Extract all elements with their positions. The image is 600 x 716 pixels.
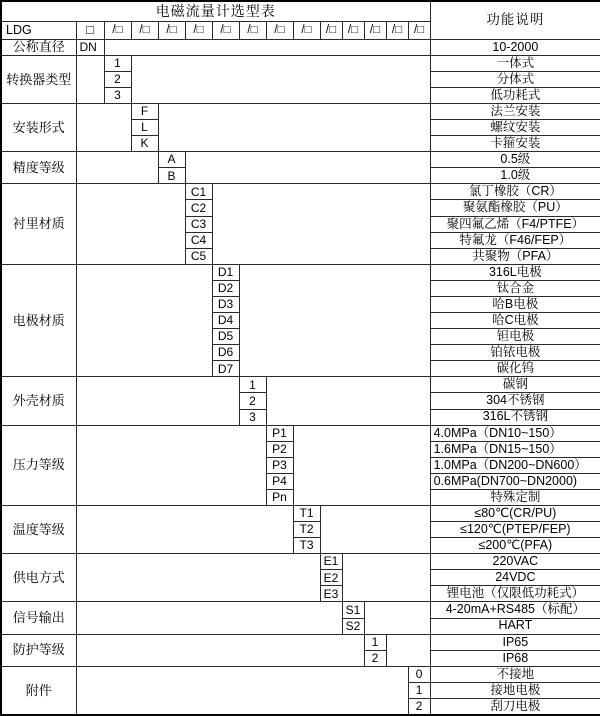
table-row bbox=[1, 602, 600, 618]
desc-cell: 316L不锈钢 bbox=[430, 409, 600, 425]
code-cell: D3 bbox=[212, 296, 239, 312]
desc-cell: 4.0MPa（DN10~150） bbox=[430, 425, 600, 441]
empty-space bbox=[76, 554, 320, 602]
empty-space bbox=[239, 264, 430, 377]
desc-cell: 铂铱电极 bbox=[430, 345, 600, 361]
code-cell: C4 bbox=[185, 232, 212, 248]
table-row bbox=[1, 666, 600, 682]
table-row bbox=[1, 554, 600, 570]
empty-space bbox=[76, 152, 158, 184]
code-cell: 1 bbox=[104, 55, 131, 71]
category-label: 电极材质 bbox=[1, 264, 76, 377]
model-code-slot: /□ bbox=[131, 21, 158, 39]
desc-cell: 4-20mA+RS485（标配） bbox=[430, 602, 600, 618]
model-code-slot: /□ bbox=[342, 21, 364, 39]
table-row bbox=[1, 39, 600, 55]
desc-cell: 特氟龙（F46/FEP） bbox=[430, 232, 600, 248]
empty-space bbox=[76, 264, 212, 377]
code-cell: P3 bbox=[266, 457, 293, 473]
desc-cell: 1.6MPa（DN15~150） bbox=[430, 441, 600, 457]
code-cell: 2 bbox=[239, 393, 266, 409]
desc-cell: 钽电极 bbox=[430, 329, 600, 345]
table-row bbox=[1, 152, 600, 168]
code-cell: D4 bbox=[212, 313, 239, 329]
model-code-slot: /□ bbox=[293, 21, 320, 39]
code-cell: P1 bbox=[266, 425, 293, 441]
desc-cell: 1.0MPa（DN200~DN600） bbox=[430, 457, 600, 473]
code-cell: 2 bbox=[104, 71, 131, 87]
empty-space bbox=[266, 377, 430, 425]
model-code-slot: /□ bbox=[266, 21, 293, 39]
desc-cell: ≤80℃(CR/PU) bbox=[430, 505, 600, 521]
category-label: 精度等级 bbox=[1, 152, 76, 184]
model-code-slot: /□ bbox=[320, 21, 342, 39]
desc-cell: ≤120℃(PTEP/FEP) bbox=[430, 522, 600, 538]
table-row bbox=[1, 634, 600, 650]
desc-cell: 共聚物（PFA） bbox=[430, 248, 600, 264]
desc-cell: IP68 bbox=[430, 650, 600, 666]
code-cell: 1 bbox=[239, 377, 266, 393]
code-cell: D2 bbox=[212, 280, 239, 296]
desc-cell: 0.5级 bbox=[430, 152, 600, 168]
page-title: 电磁流量计选型表 bbox=[1, 1, 430, 21]
desc-cell: 分体式 bbox=[430, 71, 600, 87]
desc-cell: 氯丁橡胶（CR） bbox=[430, 184, 600, 200]
empty-space bbox=[76, 634, 364, 666]
code-cell: T2 bbox=[293, 522, 320, 538]
table-row bbox=[1, 264, 600, 280]
desc-cell: 0.6MPa(DN700~DN2000) bbox=[430, 473, 600, 489]
model-code-slot: /□ bbox=[408, 21, 430, 39]
empty-space bbox=[76, 377, 239, 425]
code-cell: C5 bbox=[185, 248, 212, 264]
code-cell: 1 bbox=[408, 682, 430, 698]
model-prefix: LDG bbox=[1, 21, 76, 39]
desc-cell: 220VAC bbox=[430, 554, 600, 570]
table-row bbox=[1, 55, 600, 71]
code-cell: D1 bbox=[212, 264, 239, 280]
category-label: 转换器类型 bbox=[1, 55, 76, 103]
empty-space bbox=[76, 184, 185, 264]
desc-cell: 316L电极 bbox=[430, 264, 600, 280]
table-row bbox=[1, 425, 600, 441]
empty-space bbox=[76, 505, 293, 553]
code-cell: B bbox=[158, 168, 185, 184]
code-cell: C1 bbox=[185, 184, 212, 200]
code-cell: D7 bbox=[212, 361, 239, 377]
code-cell: D5 bbox=[212, 329, 239, 345]
code-cell: F bbox=[131, 104, 158, 120]
table-row bbox=[1, 505, 600, 521]
desc-cell: ≤200℃(PFA) bbox=[430, 538, 600, 554]
desc-cell: 低功耗式 bbox=[430, 87, 600, 103]
code-cell: Pn bbox=[266, 489, 293, 505]
empty-space bbox=[76, 55, 104, 103]
code-cell: S2 bbox=[342, 618, 364, 634]
desc-cell: 锂电池（仅限低功耗式） bbox=[430, 586, 600, 602]
code-cell: E3 bbox=[320, 586, 342, 602]
desc-cell: 接地电极 bbox=[430, 682, 600, 698]
code-cell: P2 bbox=[266, 441, 293, 457]
category-label: 防护等级 bbox=[1, 634, 76, 666]
title-row bbox=[1, 1, 600, 21]
category-label: 供电方式 bbox=[1, 554, 76, 602]
code-cell: E2 bbox=[320, 570, 342, 586]
desc-cell: 卡箍安装 bbox=[430, 136, 600, 152]
model-code-slot: /□ bbox=[239, 21, 266, 39]
code-cell: L bbox=[131, 120, 158, 136]
category-label: 安装形式 bbox=[1, 104, 76, 152]
desc-cell: 哈B电极 bbox=[430, 296, 600, 312]
selection-table-body bbox=[1, 1, 600, 715]
empty-space bbox=[320, 505, 430, 553]
empty-space bbox=[386, 634, 430, 666]
code-cell: 0 bbox=[408, 666, 430, 682]
empty-space bbox=[342, 554, 430, 602]
empty-space bbox=[104, 39, 430, 55]
code-cell: A bbox=[158, 152, 185, 168]
category-label: 公称直径 bbox=[1, 39, 76, 55]
model-code-slot: /□ bbox=[386, 21, 408, 39]
desc-cell: 法兰安装 bbox=[430, 104, 600, 120]
desc-cell: 聚氨酯橡胶（PU） bbox=[430, 200, 600, 216]
empty-space bbox=[293, 425, 430, 505]
code-cell: 2 bbox=[408, 698, 430, 715]
empty-space bbox=[76, 104, 131, 152]
category-label: 附件 bbox=[1, 666, 76, 715]
empty-space bbox=[364, 602, 430, 634]
empty-space bbox=[76, 666, 408, 715]
desc-cell: 钛合金 bbox=[430, 280, 600, 296]
desc-cell: 1.0级 bbox=[430, 168, 600, 184]
table-row bbox=[1, 377, 600, 393]
code-cell: 2 bbox=[364, 650, 386, 666]
code-cell: T1 bbox=[293, 505, 320, 521]
code-cell: E1 bbox=[320, 554, 342, 570]
model-code-slot: /□ bbox=[185, 21, 212, 39]
code-cell: K bbox=[131, 136, 158, 152]
category-label: 衬里材质 bbox=[1, 184, 76, 264]
desc-cell: IP65 bbox=[430, 634, 600, 650]
category-label: 温度等级 bbox=[1, 505, 76, 553]
category-label: 外壳材质 bbox=[1, 377, 76, 425]
desc-cell: 碳化钨 bbox=[430, 361, 600, 377]
code-cell: T3 bbox=[293, 538, 320, 554]
desc-cell: 刮刀电极 bbox=[430, 698, 600, 715]
table-row bbox=[1, 104, 600, 120]
model-code-slot: /□ bbox=[104, 21, 131, 39]
table-row bbox=[1, 184, 600, 200]
code-cell: D6 bbox=[212, 345, 239, 361]
code-cell: 3 bbox=[239, 409, 266, 425]
code-cell: DN bbox=[76, 39, 104, 55]
empty-space bbox=[158, 104, 430, 152]
function-description-header: 功能说明 bbox=[430, 1, 600, 39]
empty-space bbox=[76, 602, 342, 634]
code-cell: C3 bbox=[185, 216, 212, 232]
code-cell: 1 bbox=[364, 634, 386, 650]
empty-space bbox=[185, 152, 430, 184]
code-cell: P4 bbox=[266, 473, 293, 489]
desc-cell: 哈C电极 bbox=[430, 313, 600, 329]
category-label: 压力等级 bbox=[1, 425, 76, 505]
code-cell: C2 bbox=[185, 200, 212, 216]
model-code-slot: /□ bbox=[158, 21, 185, 39]
category-label: 信号输出 bbox=[1, 602, 76, 634]
desc-cell: 聚四氟乙烯（F4/PTFE） bbox=[430, 216, 600, 232]
desc-cell: 304不锈钢 bbox=[430, 393, 600, 409]
desc-cell: 一体式 bbox=[430, 55, 600, 71]
code-cell: 3 bbox=[104, 87, 131, 103]
empty-space bbox=[212, 184, 430, 264]
model-code-slot: /□ bbox=[364, 21, 386, 39]
code-cell: S1 bbox=[342, 602, 364, 618]
desc-cell: 24VDC bbox=[430, 570, 600, 586]
desc-cell: 螺纹安装 bbox=[430, 120, 600, 136]
empty-space bbox=[131, 55, 430, 103]
desc-cell: 特殊定制 bbox=[430, 489, 600, 505]
model-code-slot: /□ bbox=[212, 21, 239, 39]
empty-space bbox=[76, 425, 266, 505]
model-code-box: □ bbox=[76, 21, 104, 39]
desc-cell: HART bbox=[430, 618, 600, 634]
desc-cell: 不接地 bbox=[430, 666, 600, 682]
desc-cell: 碳钢 bbox=[430, 377, 600, 393]
desc-cell: 10-2000 bbox=[430, 39, 600, 55]
